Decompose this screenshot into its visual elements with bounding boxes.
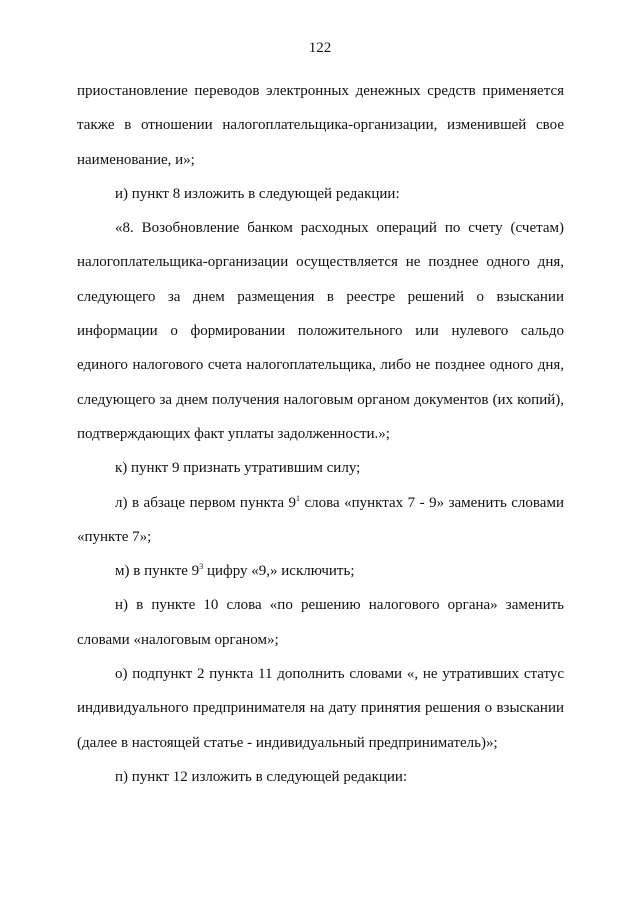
paragraph-item-m-end: цифру «9,» исключить; bbox=[203, 563, 355, 580]
page-number: 122 bbox=[308, 40, 332, 56]
superscript-1: 1 bbox=[295, 493, 300, 503]
document-body bbox=[77, 74, 564, 794]
paragraph-item-n: н) в пункте 10 слова «по решению налогового органа» заменить словами «налоговым органом»; bbox=[77, 597, 564, 648]
paragraph-item-k: к) пункт 9 признать утратившим силу; bbox=[115, 460, 361, 477]
paragraph-item-l-start: л) в абзаце первом пункта 9 bbox=[115, 494, 296, 511]
paragraph-continuation: приостановление переводов электронных денежных средств применяется также в отношении налогоплательщика-организации, изменившей свое наименование, и»; bbox=[77, 83, 564, 168]
paragraph-quoted-point-8: «8. Возобновление банком расходных операций по счету (счетам) налогоплательщика-организации осуществляется не позднее одного дня, следующего за днем размещения в реестре решений о взыскании информации о формировании положительного или нулевого сальдо единого налогового счета налогоплательщика, либо не позднее одного дня, следующего за днем получения налоговым органом документов (их копий), подтверждающих факт уплаты задолженности.»; bbox=[77, 220, 564, 442]
paragraph-item-l-end: слова «пунктах 7 - 9» заменить словами «пункте 7»; bbox=[77, 494, 564, 545]
paragraph-item-l bbox=[77, 486, 564, 555]
paragraph-item-o: о) подпункт 2 пункта 11 дополнить словами «, не утративших статус индивидуального предпринимателя на дату принятия решения о взыскании (далее в настоящей статье - индивидуальный предприниматель)»; bbox=[77, 666, 564, 751]
paragraph-item-m bbox=[77, 554, 564, 588]
superscript-3: 3 bbox=[199, 562, 204, 572]
paragraph-item-m-start: м) в пункте 9 bbox=[115, 563, 200, 580]
paragraph-item-i: и) пункт 8 изложить в следующей редакции: bbox=[115, 185, 400, 202]
paragraph-item-p: п) пункт 12 изложить в следующей редакции: bbox=[115, 768, 408, 785]
